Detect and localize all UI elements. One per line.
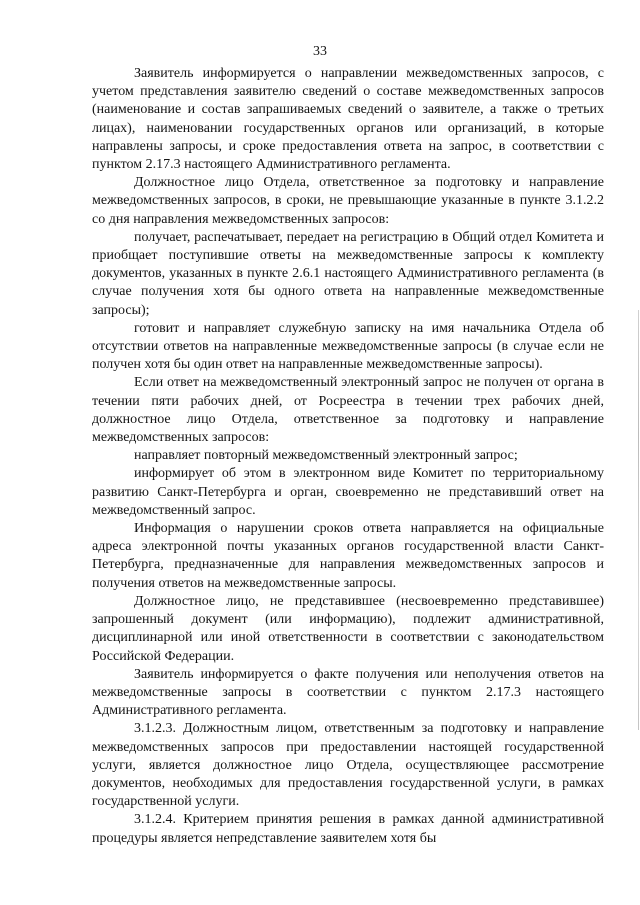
paragraph-no-response: Если ответ на межведомственный электронный запрос не получен от органа в течении пяти рабочих дней, от Росреестра в течении трех рабочих дней, должностное лицо Отдела, ответственное за подготовку и направление межведомственных запросов:	[92, 375, 604, 446]
paragraph-liability: Должностное лицо, не представившее (несвоевременно представившее) запрошенный документ (или информацию), подлежит административной, дисциплинарной или иной ответственности в соответствии с законодательством Российской Федерации.	[92, 593, 604, 664]
paragraph-violation-info: Информация о нарушении сроков ответа направляется на официальные адреса электронной почты указанных органов государственной власти Санкт-Петербурга, предназначенные для направления межведомственных запросов и получения ответов на межведомственные запросы.	[92, 521, 604, 591]
paragraph-repeat-request: направляет повторный межведомственный электронный запрос;	[134, 448, 518, 464]
paragraph-applicant-informed: Заявитель информируется о направлении межведомственных запросов, с учетом представления заявителю сведений о составе межведомственных запросов (наименование и состав запрашиваемых сведений о заявителе, а также о третьих лицах), наименовании государственных органов или организаций, в которые направлены запросы, и сроке предоставления ответа на запрос, в соответствии с пунктом 2.17.3 настоящего Административного регламента.	[92, 66, 604, 173]
paragraph-official-responsible: Должностное лицо Отдела, ответственное за подготовку и направление межведомственных запросов, в сроки, не превышающие указанные в пункте 3.1.2.2 со дня направления межведомственных запросов:	[92, 175, 604, 227]
paragraph-applicant-informed-fact: Заявитель информируется о факте получения или неполучения ответов на межведомственные запросы в соответствии с пунктом 2.17.3 настоящего Административного регламента.	[92, 666, 604, 719]
paragraph-informs-committee: информирует об этом в электронном виде Комитет по территориальному развитию Санкт-Петербурга и орган, своевременно не представивший ответ на межведомственный запрос.	[92, 466, 604, 518]
paragraph-prepares-memo: готовит и направляет служебную записку на имя начальника Отдела об отсутствии ответов на направленные межведомственные запросы (в случае если не получен хотя бы один ответ на направленные межведомственные запросы).	[92, 320, 604, 373]
paragraph-3-1-2-4: 3.1.2.4. Критерием принятия решения в рамках данной административной процедуры является непредставление заявителем хотя бы	[92, 812, 604, 846]
scan-edge-artifact	[638, 310, 639, 730]
paragraph-receives-prints: получает, распечатывает, передает на регистрацию в Общий отдел Комитета и приобщает поступившие ответы на межведомственные запросы к комплекту документов, указанных в пункте 2.6.1 настоящего Административного регламента (в случае получения хотя бы одного ответа на направленные межведомственные запросы);	[92, 229, 604, 318]
paragraph-3-1-2-3: 3.1.2.3. Должностным лицом, ответственным за подготовку и направление межведомственных запросов при предоставлении настоящей государственной услуги, является должностное лицо Отдела, осуществляющее рассмотрение документов, необходимых для предоставления государственной услуги, в рамках государственной услуги.	[92, 721, 604, 810]
page-number: 33	[313, 44, 327, 59]
document-body	[92, 65, 604, 848]
